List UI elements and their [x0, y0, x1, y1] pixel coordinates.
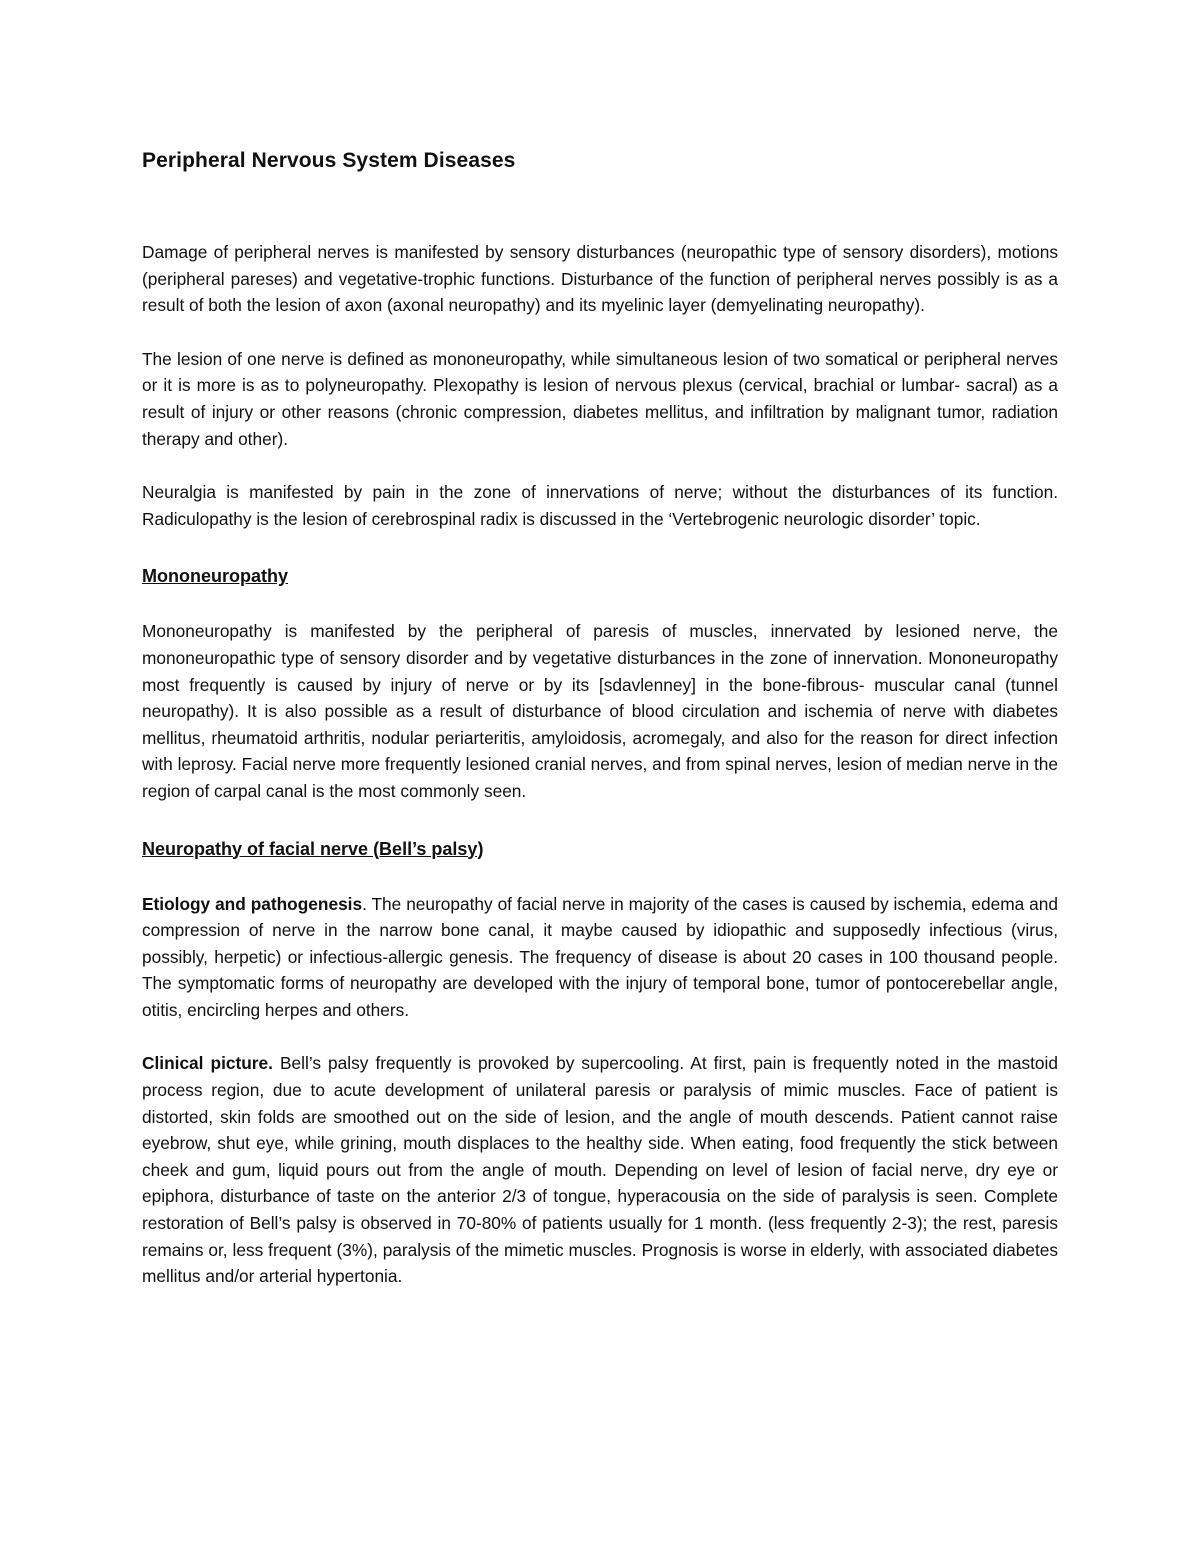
- etiology-label: Etiology and pathogenesis: [142, 893, 363, 914]
- intro-paragraph-1: Damage of peripheral nerves is manifested by sensory disturbances (neuropathic type of sensory disorders), motions (peripheral pareses) and vegetative-trophic functions. Disturbance of the function of peripheral nerves possibly is as a result of both the lesion of axon (axonal neuropathy) and its myelinic layer (demyelinating neuropathy).: [142, 242, 1058, 316]
- document-page: [142, 146, 1058, 1290]
- etiology-paragraph: [142, 891, 1058, 1024]
- document-title: Peripheral Nervous System Diseases: [142, 149, 516, 172]
- intro-paragraph-3: Neuralgia is manifested by pain in the zone of innervations of nerve; without the disturbances of its function. Radiculopathy is the lesion of cerebrospinal radix is discussed in the ‘Vertebrogenic neurologic disorder’ topic.: [142, 482, 1058, 529]
- clinical-text: Bell’s palsy frequently is provoked by supercooling. At first, pain is frequently noted in the mastoid process region, due to acute development of unilateral paresis or paralysis of mimic muscles. Face of patient is distorted, skin folds are smoothed out on the side of lesion, and the angle of mouth descends. Patient cannot raise eyebrow, shut eye, while grining, mouth displaces to the healthy side. When eating, food frequently the stick between cheek and gum, liquid pours out from the angle of mouth. Depending on level of lesion of facial nerve, dry eye or epiphora, disturbance of taste on the anterior 2/3 of tongue, hyperacousia on the side of paralysis is seen. Complete restoration of Bell’s palsy is observed in 70-80% of patients usually for 1 month. (less frequently 2-3); the rest, paresis remains or, less frequent (3%), paralysis of the mimetic muscles. Prognosis is worse in elderly, with associated diabetes mellitus and/or arterial hypertonia.: [142, 1053, 1058, 1287]
- facial-neuropathy-heading: Neuropathy of facial nerve (Bell’s palsy): [142, 838, 484, 859]
- intro-paragraph-2: The lesion of one nerve is defined as mononeuropathy, while simultaneous lesion of two somatical or peripheral nerves or it is more is as to polyneuropathy. Plexopathy is lesion of nervous plexus (cervical, brachial or lumbar- sacral) as a result of injury or other reasons (chronic compression, diabetes mellitus, and infiltration by malignant tumor, radiation therapy and other).: [142, 348, 1058, 449]
- etiology-text: . The neuropathy of facial nerve in majority of the cases is caused by ischemia, edema and compression of nerve in the narrow bone canal, it maybe caused by idiopathic and supposedly infectious (virus, possibly, herpetic) or infectious-allergic genesis. The frequency of disease is about 20 cases in 100 thousand people. The symptomatic forms of neuropathy are developed with the injury of temporal bone, tumor of pontocerebellar angle, otitis, encircling herpes and others.: [142, 893, 1059, 1020]
- clinical-paragraph: [142, 1050, 1058, 1289]
- clinical-label: Clinical picture.: [142, 1053, 273, 1074]
- mononeuropathy-heading: Mononeuropathy: [142, 566, 288, 587]
- mononeuropathy-paragraph: Mononeuropathy is manifested by the peripheral of paresis of muscles, innervated by lesioned nerve, the mononeuropathic type of sensory disorder and by vegetative disturbances in the zone of innervation. Mononeuropathy most frequently is caused by injury of nerve or by its [sdavlenney] in the bone-fibrous- muscular canal (tunnel neuropathy). It is also possible as a result of disturbance of blood circulation and ischemia of nerve with diabetes mellitus, rheumatoid arthritis, nodular periarteritis, amyloidosis, acromegaly, and also for the reason for direct infection with leprosy. Facial nerve more frequently lesioned cranial nerves, and from spinal nerves, lesion of median nerve in the region of carpal canal is the most commonly seen.: [142, 621, 1058, 801]
